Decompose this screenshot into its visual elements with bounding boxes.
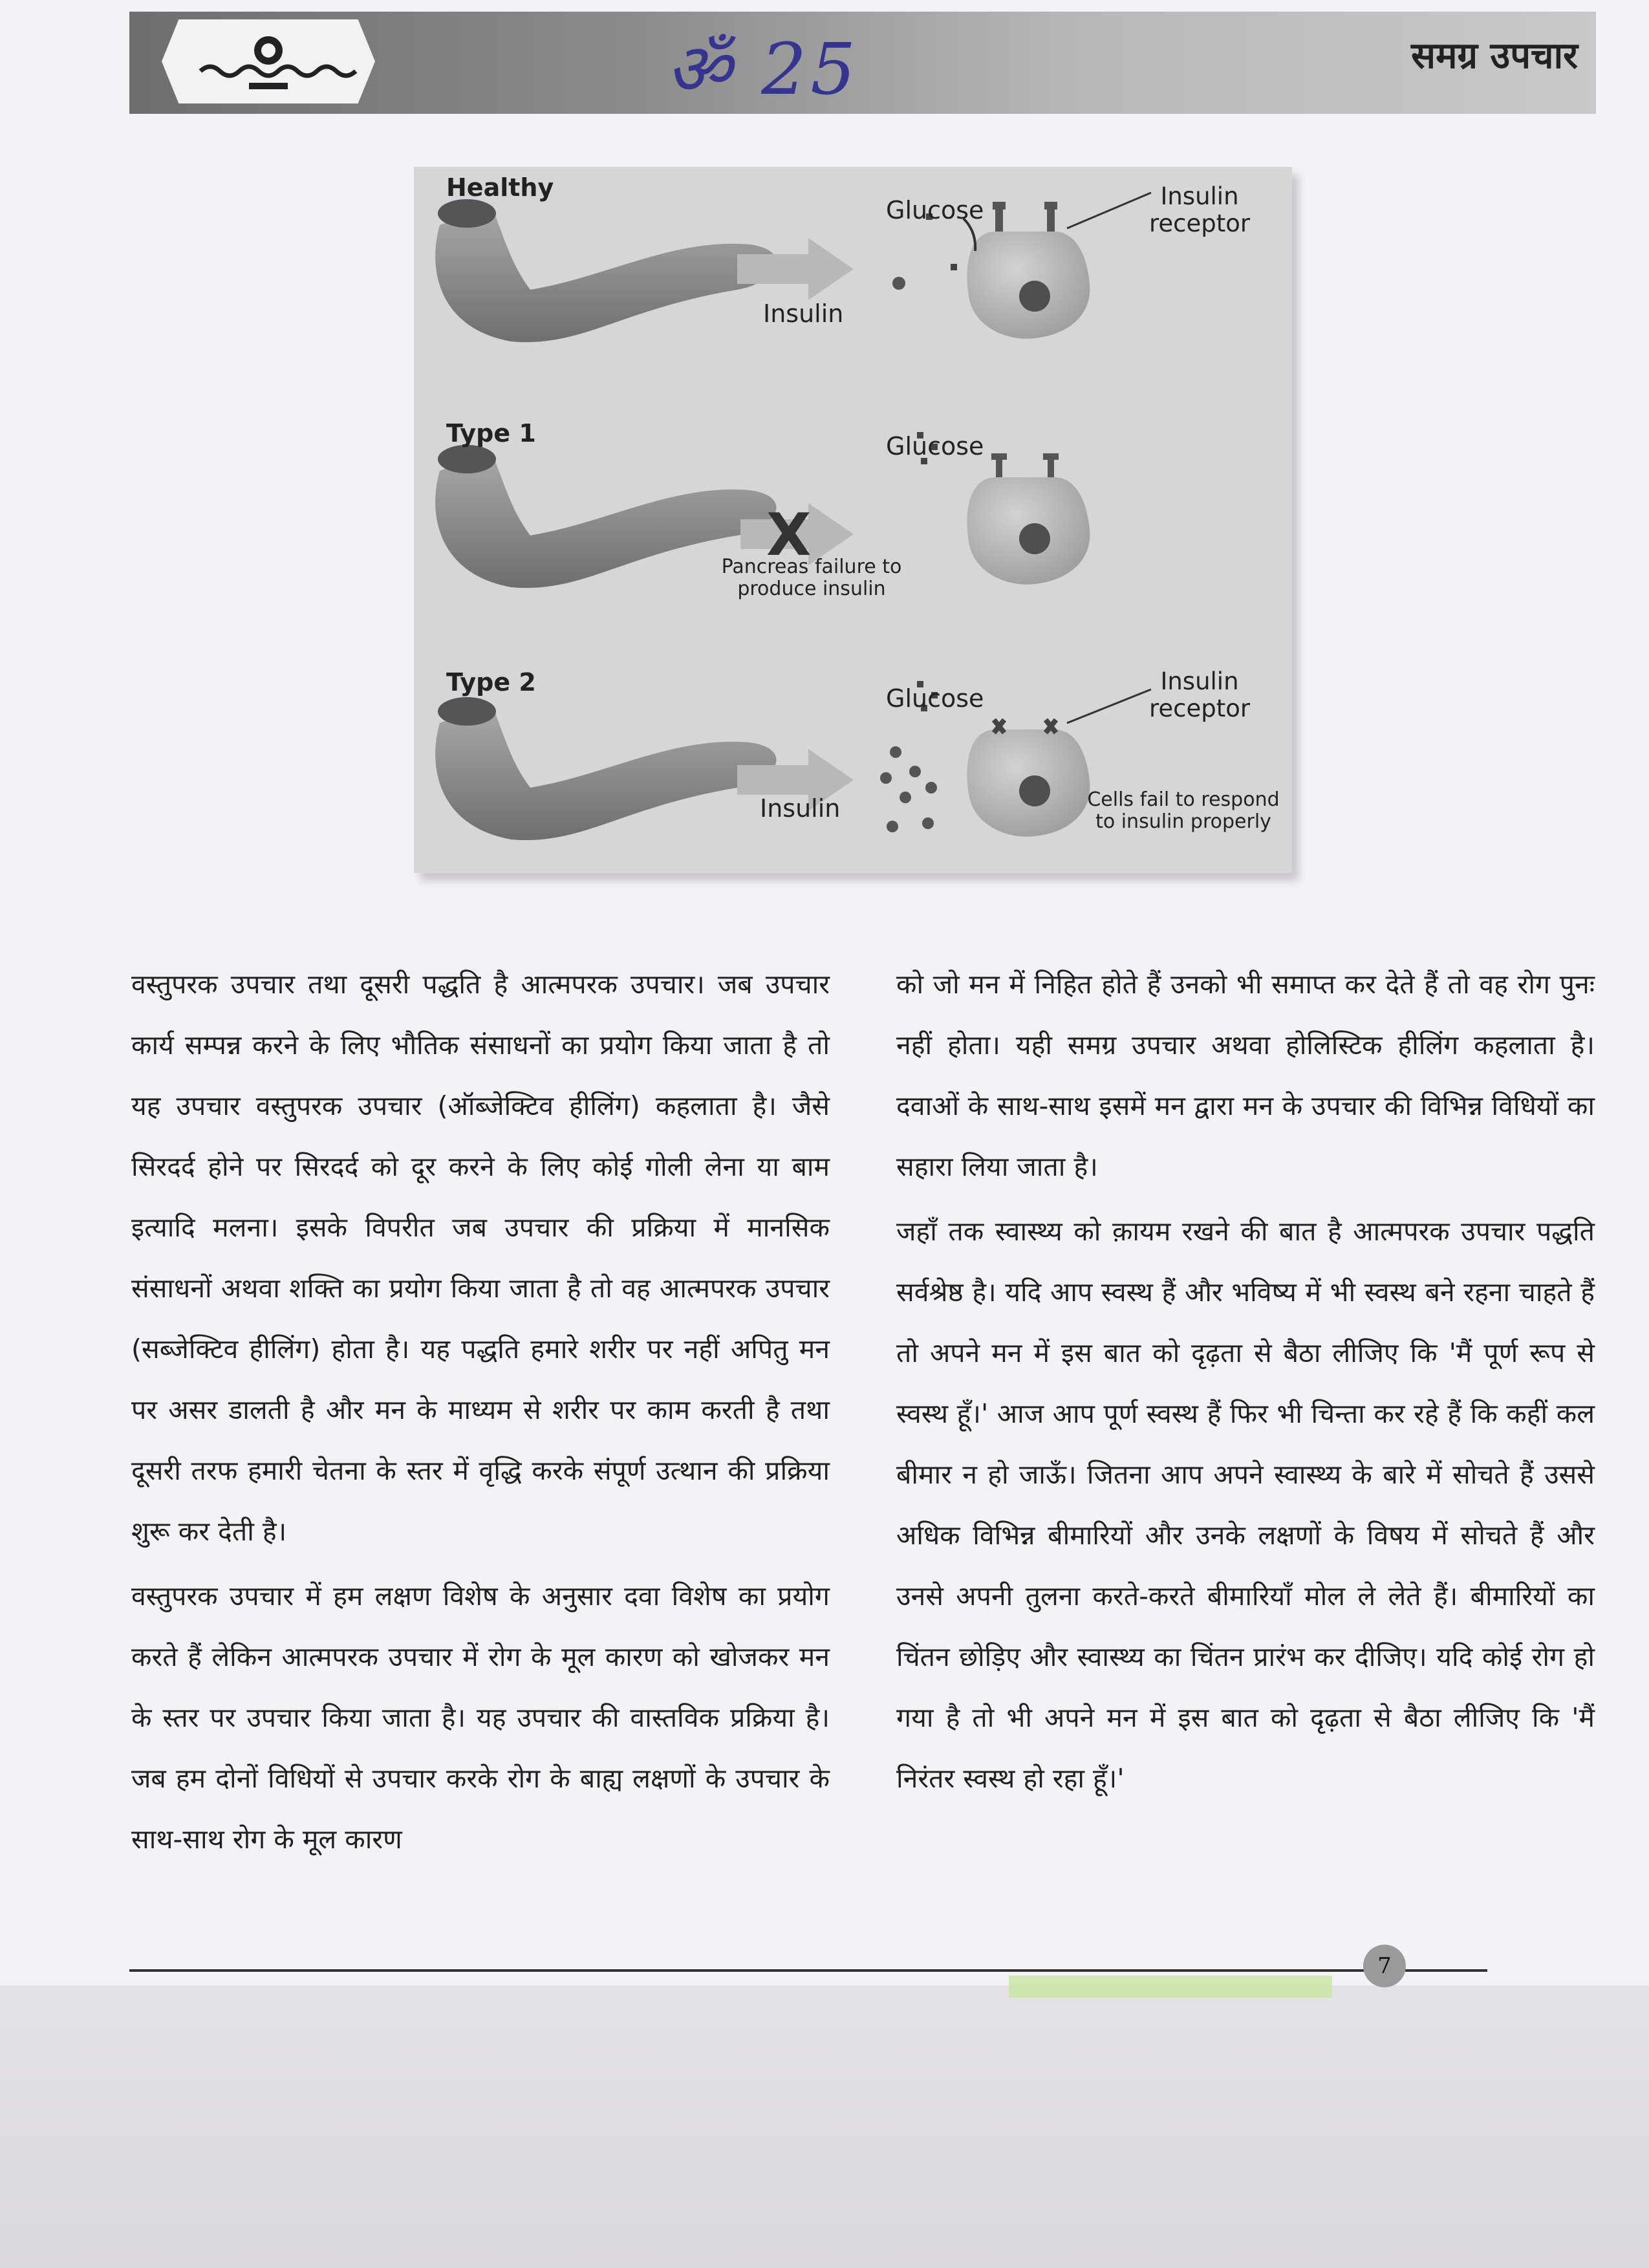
label-healthy: Healthy: [446, 173, 554, 202]
handwritten-page-note: ॐ 25: [666, 28, 860, 111]
page-number: 7: [1363, 1945, 1406, 1987]
paragraph: जहाँ तक स्वास्थ्य को क़ायम रखने की बात है आत्मपरक उपचार पद्धति सर्वश्रेष्ठ है। यदि आप स्वस्थ हैं और भविष्य में भी स्वस्थ बने रहना चाहते हैं तो अपने मन में इस बात को दृढ़ता से बैठा लीजिए कि 'मैं पूर्ण रूप से स्वस्थ हूँ।' आज आप पूर्ण स्वस्थ हैं फिर भी चिन्ता कर रहे हैं कि कहीं कल बीमार न हो जाऊँ। जितना आप अपने स्वास्थ्य के बारे में सोचते हैं उससे अधिक विभिन्न बीमारियों और उनके लक्षणों के विषय में सोचते हैं और उनसे अपनी तुलना करते-करते बीमारियाँ मोल ले लेते हैं। बीमारियों का चिंतन छोड़िए और स्वास्थ्य का चिंतन प्रारंभ कर दीजिए। यदि कोई रोग हो गया है तो भी अपने मन में इस बात को दृढ़ता से बैठा लीजिए कि 'मैं निरंतर स्वस्थ हो रहा हूँ।': [896, 1216, 1595, 1794]
glucose-molecules: [917, 213, 957, 711]
x-mark-icon: X: [766, 501, 812, 569]
paragraph: वस्तुपरक उपचार में हम लक्षण विशेष के अनुसार दवा विशेष का प्रयोग करते हैं लेकिन आत्मपरक उपचार में रोग के मूल कारण को खोजकर मन के स्तर पर उपचार किया जाता है। यह उपचार की वास्तविक प्रक्रिया है। जब हम दोनों विधियों से उपचार करके रोग के बाह्य लक्षणों के उपचार के साथ-साथ रोग के मूल कारण: [131, 1581, 830, 1855]
label-type1: Type 1: [446, 419, 536, 448]
label-cells-fail: Cells fail to respond to insulin properly: [1087, 788, 1280, 833]
pancreas-healthy: [435, 199, 776, 342]
label-insulin-receptor: Insulin receptor: [1148, 182, 1251, 237]
tape-strip: [1009, 1976, 1332, 1998]
label-pancreas-failure: Pancreas failure to produce insulin: [721, 556, 902, 600]
label-glucose-type2: Glucose: [886, 684, 984, 713]
label-insulin-healthy: Insulin: [763, 299, 844, 328]
cell-type2: [967, 720, 1090, 837]
label-glucose-type1: Glucose: [886, 432, 984, 460]
insulin-molecules-type2: [880, 746, 937, 832]
scan-background: [0, 1985, 1649, 2268]
diabetes-figure: [414, 167, 1292, 873]
sun-waves-icon: [162, 19, 375, 103]
label-type2: Type 2: [446, 668, 536, 697]
footer-rule: [129, 1969, 1487, 1972]
label-glucose-healthy: Glucose: [886, 196, 984, 224]
label-insulin-receptor-type2: Insulin receptor: [1148, 667, 1251, 722]
insulin-molecule: [892, 277, 905, 290]
article-left-column: [131, 954, 830, 1874]
section-title: समग्र उपचार: [1411, 34, 1578, 77]
figure-illustration: [414, 167, 1292, 873]
paragraph: वस्तुपरक उपचार तथा दूसरी पद्धति है आत्मपरक उपचार। जब उपचार कार्य सम्पन्न करने के लिए भौतिक संसाधनों का प्रयोग किया जाता है तो यह उपचार वस्तुपरक उपचार (ऑब्जेक्टिव हीलिंग) कहलाता है। जैसे सिरदर्द होने पर सिरदर्द को दूर करने के लिए कोई गोली लेना या बाम इत्यादि मलना। इसके विपरीत जब उपचार की प्रक्रिया में मानसिक संसाधनों अथवा शक्ति का प्रयोग किया जाता है तो वह आत्मपरक उपचार (सब्जेक्टिव हीलिंग) होता है। यह पद्धति हमारे शरीर पर नहीं अपितु मन पर असर डालती है और मन के माध्यम से शरीर पर काम करती है तथा दूसरी तरफ हमारी चेतना के स्तर में वृद्धि करके संपूर्ण उत्थान की प्रक्रिया शुरू कर देती है।: [131, 969, 830, 1547]
cell-type1: [967, 457, 1090, 585]
article-right-column: [896, 954, 1595, 1813]
paragraph: को जो मन में निहित होते हैं उनको भी समाप्त कर देते हैं तो वह रोग पुनः नहीं होता। यही समग्र उपचार अथवा होलिस्टिक हीलिंग कहलाता है। दवाओं के साथ-साथ इसमें मन द्वारा मन के उपचार की विभिन्न विधियों का सहारा लिया जाता है।: [896, 969, 1595, 1182]
publication-logo: [162, 19, 375, 103]
label-insulin-type2: Insulin: [760, 794, 841, 823]
pancreas-type2: [435, 697, 776, 840]
